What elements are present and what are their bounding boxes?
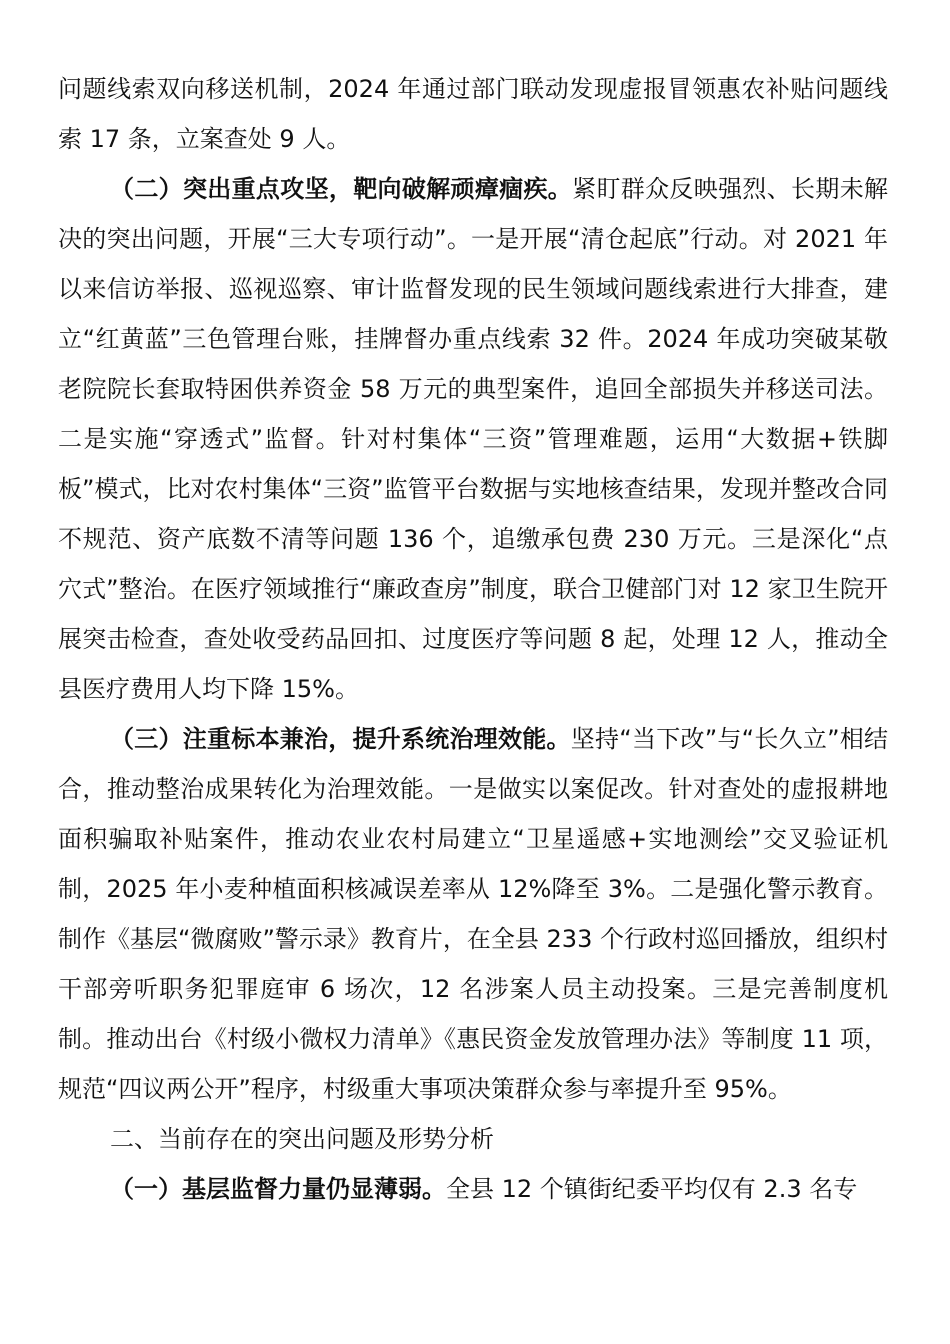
section-heading: （二）突出重点攻坚，靶向破解顽瘴痼疾。: [110, 175, 573, 203]
chapter-heading: [58, 1114, 888, 1164]
paragraph-text: 问题线索双向移送机制，2024 年通过部门联动发现虚报冒领惠农补贴问题线索 17 条，立案查处 9 人。: [58, 75, 888, 153]
paragraph-text: 坚持“当下改”与“长久立”相结合，推动整治成果转化为治理效能。一是做实以案促改。针对查处的虚报耕地面积骗取补贴案件，推动农业农村局建立“卫星遥感+实地测绘”交叉验证机制，2025 年小麦种植面积核减误差率从 12%降至 3%。二是强化警示教育。制作《基层“微腐败”警示录》教育片，在全县 233 个行政村巡回播放，组织村干部旁听职务犯罪庭审 6 场次，12 名涉案人员主动投案。三是完善制度机制。推动出台《村级小微权力清单》《惠民资金发放管理办法》等制度 11 项，规范“四议两公开”程序，村级重大事项决策群众参与率提升至 95%。: [58, 725, 889, 1103]
paragraph-section-2: [58, 164, 888, 714]
section-heading: （三）注重标本兼治，提升系统治理效能。: [110, 725, 571, 753]
paragraph-text: 紧盯群众反映强烈、长期未解决的突出问题，开展“三大专项行动”。一是开展“清仓起底”行动。对 2021 年以来信访举报、巡视巡察、审计监督发现的民生领域问题线索进行大排查，建立“红黄蓝”三色管理台账，挂牌督办重点线索 32 件。2024 年成功突破某敬老院院长套取特困供养资金 58 万元的典型案件，追回全部损失并移送司法。二是实施“穿透式”监督。针对村集体“三资”管理难题，运用“大数据+铁脚板”模式，比对农村集体“三资”监管平台数据与实地核查结果，发现并整改合同不规范、资产底数不清等问题 136 个，追缴承包费 230 万元。三是深化“点穴式”整治。在医疗领域推行“廉政查房”制度，联合卫健部门对 12 家卫生院开展突击检查，查处收受药品回扣、过度医疗等问题 8 起，处理 12 人，推动全县医疗费用人均下降 15%。: [58, 175, 889, 703]
section-heading: （一）基层监督力量仍显薄弱。: [110, 1175, 446, 1203]
paragraph-continuation: [58, 64, 888, 164]
chapter-heading-text: 二、当前存在的突出问题及形势分析: [110, 1125, 494, 1153]
paragraph-text: 全县 12 个镇街纪委平均仅有 2.3 名专: [446, 1175, 858, 1203]
paragraph-subsection-1: [58, 1164, 888, 1214]
document-body: [58, 64, 888, 1214]
paragraph-section-3: [58, 714, 888, 1114]
